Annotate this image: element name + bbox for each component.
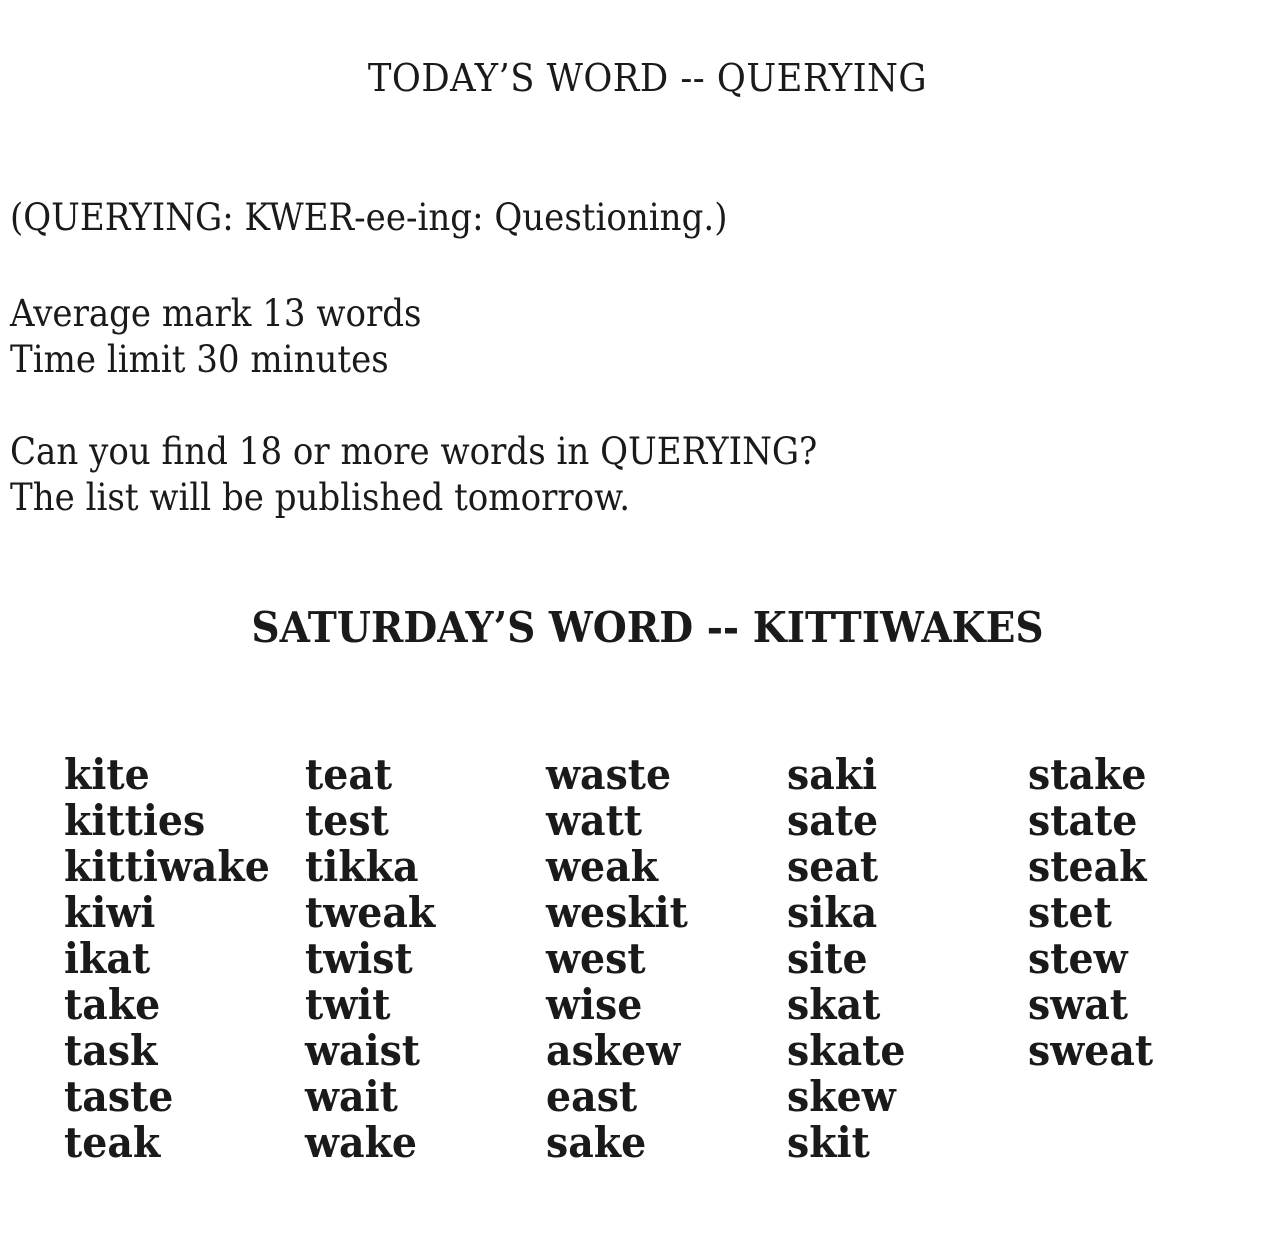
word-item: kiwi <box>64 888 156 937</box>
time-limit-text: Time limit 30 minutes <box>10 338 389 381</box>
word-column <box>1028 752 1269 1166</box>
word-column <box>546 752 787 1166</box>
word-item: tweak <box>305 888 436 937</box>
word-item: twist <box>305 934 413 983</box>
word-item: east <box>546 1072 638 1121</box>
word-item: steak <box>1028 842 1147 891</box>
word-item: skat <box>787 980 881 1029</box>
saturdays-word-title: SATURDAY’S WORD -- KITTIWAKES <box>251 603 1044 652</box>
word-item: west <box>546 934 646 983</box>
word-item: kitties <box>64 796 206 845</box>
word-list-grid <box>64 752 1269 1166</box>
word-column <box>305 752 546 1166</box>
word-item: test <box>305 796 389 845</box>
word-item: wise <box>546 980 643 1029</box>
word-item: weak <box>546 842 659 891</box>
word-item: task <box>64 1026 158 1075</box>
word-item: saki <box>787 750 878 799</box>
word-item: waist <box>305 1026 421 1075</box>
word-item: taste <box>64 1072 174 1121</box>
word-item: sake <box>546 1118 647 1167</box>
word-item: skate <box>787 1026 906 1075</box>
word-item: stake <box>1028 750 1147 799</box>
word-item: ikat <box>64 934 151 983</box>
word-item: seat <box>787 842 879 891</box>
word-item: stet <box>1028 888 1112 937</box>
word-item: sweat <box>1028 1026 1154 1075</box>
word-item: take <box>64 980 161 1029</box>
word-item: wait <box>305 1072 398 1121</box>
word-item: sate <box>787 796 879 845</box>
publish-note-text: The list will be published tomorrow. <box>10 476 631 519</box>
word-item: teat <box>305 750 393 799</box>
word-item: skew <box>787 1072 896 1121</box>
definition-text: (QUERYING: KWER-ee-ing: Questioning.) <box>10 196 728 239</box>
word-item: state <box>1028 796 1138 845</box>
word-item: watt <box>546 796 643 845</box>
word-item: swat <box>1028 980 1129 1029</box>
word-item: waste <box>546 750 672 799</box>
word-item: teak <box>64 1118 161 1167</box>
word-item: stew <box>1028 934 1128 983</box>
word-item: sika <box>787 888 878 937</box>
challenge-text: Can you find 18 or more words in QUERYING? <box>10 430 818 473</box>
word-item: tikka <box>305 842 419 891</box>
word-column <box>64 752 305 1166</box>
word-item: askew <box>546 1026 681 1075</box>
word-item: kite <box>64 750 150 799</box>
word-item: weskit <box>546 888 688 937</box>
todays-word-title: TODAY’S WORD -- QUERYING <box>367 56 928 100</box>
word-column <box>787 752 1028 1166</box>
word-item: skit <box>787 1118 870 1167</box>
word-item: twit <box>305 980 391 1029</box>
word-item: wake <box>305 1118 418 1167</box>
word-item: kittiwake <box>64 842 270 891</box>
average-mark-text: Average mark 13 words <box>10 292 422 335</box>
word-item: site <box>787 934 868 983</box>
